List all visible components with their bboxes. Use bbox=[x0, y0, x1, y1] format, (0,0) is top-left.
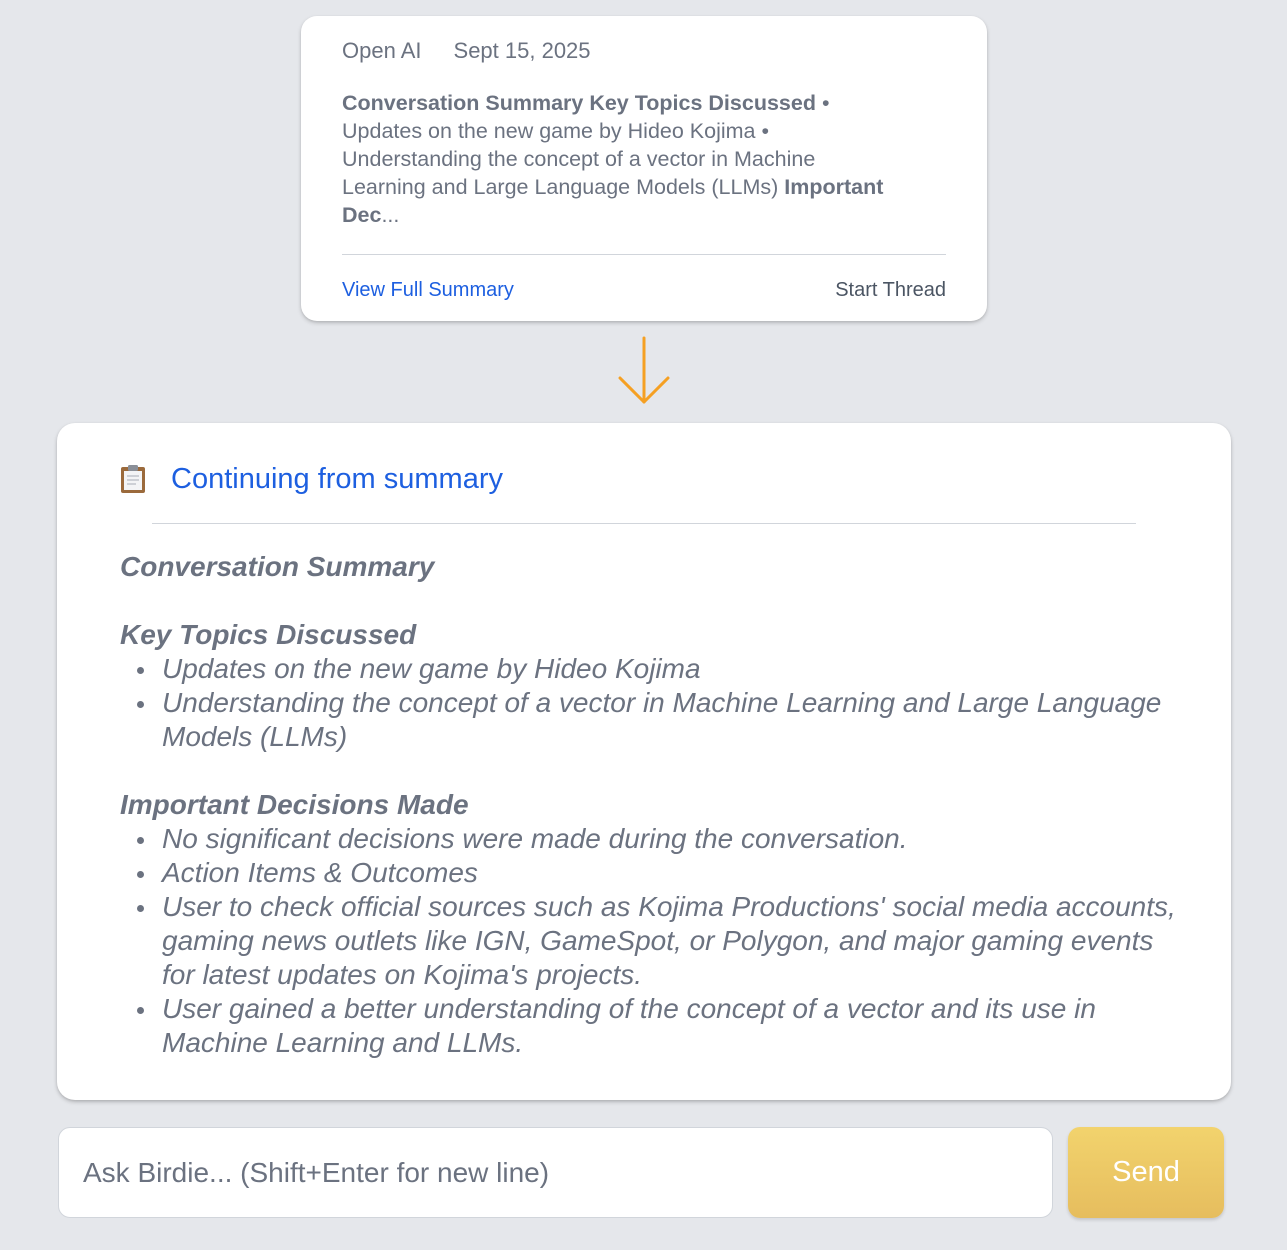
section-heading: Key Topics Discussed bbox=[120, 619, 417, 650]
summary-divider bbox=[342, 254, 946, 255]
summary-preview-bold-2: Important Dec bbox=[342, 175, 884, 227]
summary-preview bbox=[342, 89, 902, 229]
message-body bbox=[120, 550, 1180, 1060]
chat-input[interactable] bbox=[58, 1127, 1053, 1218]
summary-meta bbox=[342, 38, 946, 64]
continuing-from-summary-label[interactable]: Continuing from summary bbox=[171, 463, 503, 495]
clipboard-icon bbox=[119, 464, 147, 494]
list-item: User to check official sources such as Kojima Productions' social media accounts, gaming news outlets like IGN, GameSpot, or Polygon, and major gaming events for latest updates on Kojima's projects. bbox=[162, 890, 1180, 992]
summary-footer bbox=[342, 278, 946, 302]
decisions-list bbox=[162, 822, 1180, 1060]
view-full-summary-link[interactable]: View Full Summary bbox=[342, 279, 514, 301]
summary-preview-text: • Updates on the new game by Hideo Kojima • Understanding the concept of a vector in Machine Learning and Large Language Models (LLMs) bbox=[342, 91, 830, 199]
list-item: Updates on the new game by Hideo Kojima bbox=[162, 652, 1180, 686]
message-title: Conversation Summary bbox=[120, 551, 435, 582]
section-heading: Important Decisions Made bbox=[120, 789, 469, 820]
summary-preview-bold: Conversation Summary Key Topics Discussed bbox=[342, 91, 816, 115]
message-card bbox=[57, 423, 1231, 1100]
send-button[interactable]: Send bbox=[1068, 1127, 1224, 1218]
summary-date: Sept 15, 2025 bbox=[453, 38, 591, 63]
summary-card bbox=[301, 16, 987, 321]
list-item: User gained a better understanding of the concept of a vector and its use in Machine Learning and LLMs. bbox=[162, 992, 1180, 1060]
list-item: Understanding the concept of a vector in Machine Learning and Large Language Models (LLMs) bbox=[162, 686, 1180, 754]
continuing-header bbox=[119, 461, 503, 497]
summary-source: Open AI bbox=[342, 38, 422, 63]
message-divider bbox=[152, 523, 1136, 524]
list-item: Action Items & Outcomes bbox=[162, 856, 1180, 890]
key-topics-list bbox=[162, 652, 1180, 754]
list-item: No significant decisions were made during the conversation. bbox=[162, 822, 1180, 856]
summary-preview-ellipsis: ... bbox=[381, 203, 400, 227]
start-thread-button[interactable]: Start Thread bbox=[835, 279, 946, 301]
down-arrow-icon bbox=[614, 334, 674, 408]
